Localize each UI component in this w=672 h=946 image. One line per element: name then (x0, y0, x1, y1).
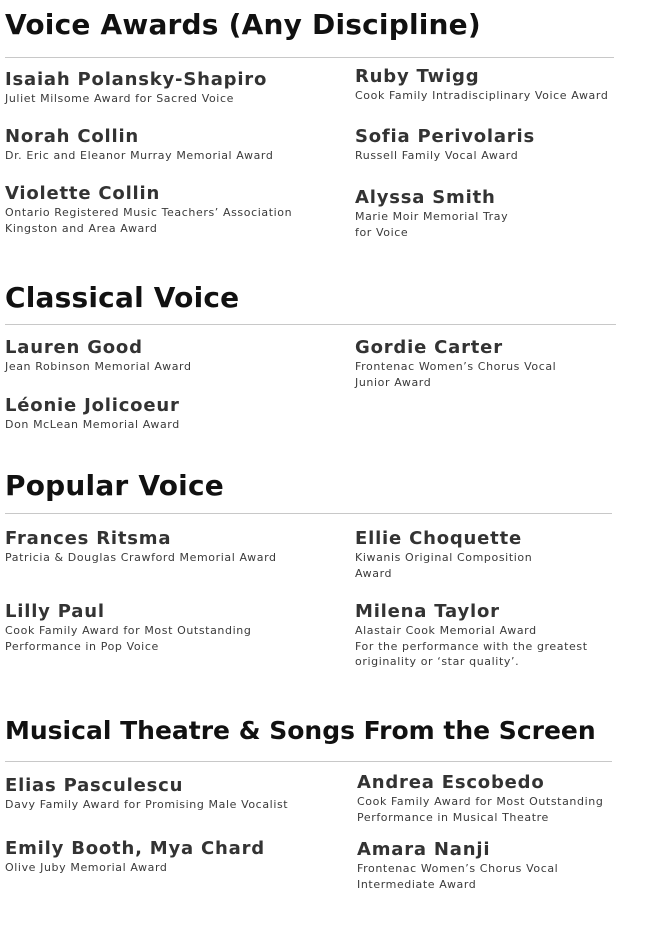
award-entry (5, 126, 273, 164)
award-title: Frontenac Women’s Chorus Vocal Intermediate Award (357, 862, 559, 891)
award-title: Jean Robinson Memorial Award (5, 360, 192, 373)
award-entry (355, 337, 556, 390)
recipient-name: Elias Pasculescu (5, 775, 184, 796)
award-title: Alastair Cook Memorial Award For the performance with the greatest originality or ‘star quality’. (355, 624, 588, 668)
award-title: Ontario Registered Music Teachers’ Association Kingston and Area Award (5, 206, 293, 235)
section-title-voice-awards: Voice Awards (Any Discipline) (5, 8, 481, 41)
recipient-name: Alyssa Smith (355, 187, 496, 208)
award-title: Frontenac Women’s Chorus Vocal Junior Award (355, 360, 557, 389)
award-title: Patricia & Douglas Crawford Memorial Award (5, 551, 277, 564)
award-entry (5, 395, 180, 433)
section-divider (5, 513, 612, 514)
award-title: Marie Moir Memorial Tray for Voice (355, 210, 509, 239)
award-entry (5, 838, 265, 876)
award-entry (355, 528, 532, 581)
award-entry (357, 839, 558, 892)
award-title: Kiwanis Original Composition Award (355, 551, 533, 580)
award-title: Davy Family Award for Promising Male Vocalist (5, 798, 289, 811)
recipient-name: Emily Booth, Mya Chard (5, 838, 265, 859)
recipient-name: Isaiah Polansky-Shapiro (5, 69, 268, 90)
recipient-name: Andrea Escobedo (357, 772, 545, 793)
recipient-name: Sofia Perivolaris (355, 126, 535, 147)
award-entry (5, 601, 251, 654)
award-entry (5, 528, 277, 566)
recipient-name: Amara Nanji (357, 839, 491, 860)
award-title: Olive Juby Memorial Award (5, 861, 168, 874)
award-title: Russell Family Vocal Award (355, 149, 519, 162)
recipient-name: Frances Ritsma (5, 528, 172, 549)
recipient-name: Ellie Choquette (355, 528, 522, 549)
award-title: Cook Family Award for Most Outstanding Performance in Pop Voice (5, 624, 252, 653)
section-title-classical-voice: Classical Voice (5, 281, 240, 314)
recipient-name: Milena Taylor (355, 601, 500, 622)
award-title: Cook Family Award for Most Outstanding Performance in Musical Theatre (357, 795, 604, 824)
award-entry (355, 126, 535, 164)
section-title-musical-theatre: Musical Theatre & Songs From the Screen (5, 716, 596, 745)
award-entry (357, 772, 603, 825)
recipient-name: Lilly Paul (5, 601, 105, 622)
recipient-name: Violette Collin (5, 183, 161, 204)
recipient-name: Léonie Jolicoeur (5, 395, 180, 416)
section-divider (5, 324, 616, 325)
award-entry (5, 337, 192, 375)
award-entry (355, 66, 608, 104)
award-title: Cook Family Intradisciplinary Voice Award (355, 89, 609, 102)
award-entry (355, 187, 508, 240)
section-divider (5, 57, 614, 58)
award-entry (5, 69, 267, 107)
award-title: Dr. Eric and Eleanor Murray Memorial Award (5, 149, 274, 162)
recipient-name: Gordie Carter (355, 337, 503, 358)
award-title: Don McLean Memorial Award (5, 418, 180, 431)
recipient-name: Lauren Good (5, 337, 143, 358)
section-divider (5, 761, 612, 762)
recipient-name: Ruby Twigg (355, 66, 480, 87)
award-entry (5, 183, 292, 236)
award-title: Juliet Milsome Award for Sacred Voice (5, 92, 234, 105)
award-entry (5, 775, 288, 813)
award-entry (355, 601, 588, 670)
recipient-name: Norah Collin (5, 126, 140, 147)
section-title-popular-voice: Popular Voice (5, 469, 224, 502)
